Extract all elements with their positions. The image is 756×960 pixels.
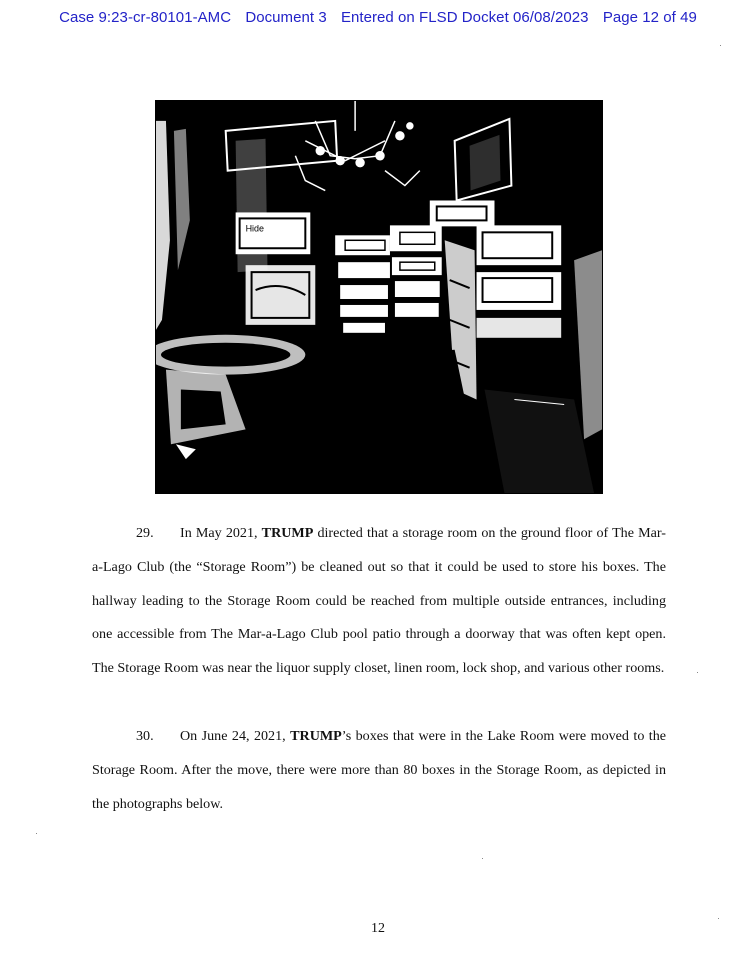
storage-room-photo <box>155 100 603 494</box>
paragraph-text: In May 2021, <box>180 525 262 541</box>
paragraph-30 <box>92 720 666 821</box>
scan-speck <box>482 858 483 859</box>
paragraph-text: On June 24, 2021, <box>180 728 291 744</box>
box-label: Hide <box>245 223 264 234</box>
center-box-stack-2 <box>390 225 442 317</box>
header-case-number: Case 9:23-cr-80101-AMC <box>59 9 232 26</box>
paragraph-text: ’s boxes that were in the Lake Room were moved to the Storage Room. After the move, there were more than 80 boxes in the Storage Room, as depicted in the photographs below. <box>92 728 667 812</box>
header-entered-date: Entered on FLSD Docket 06/08/2023 <box>340 9 589 26</box>
docket-header <box>0 9 756 26</box>
paragraph-text: directed that a storage room on the ground floor of The Mar-a-Lago Club (the “Storage Room”) be cleaned out so that it could be used to store his boxes. The hallway leading to the Storage Room could be reached from multiple outside entrances, including one accessible from The Mar-a-Lago Club pool patio through a doorway that was often kept open. The Storage Room was near the liquor supply closet, linen room, lock shop, and various other rooms. <box>92 525 666 677</box>
paragraph-number: 29. <box>136 525 154 541</box>
paragraph-bold-name: TRUMP <box>261 525 314 541</box>
storage-room-photo-drawing <box>156 101 602 493</box>
paragraph-bold-name: TRUMP <box>290 728 342 744</box>
scan-speck <box>697 672 698 673</box>
paragraph-number: 30. <box>136 728 154 744</box>
scan-speck <box>720 45 721 46</box>
paragraph-29 <box>92 517 666 686</box>
header-document-number: Document 3 <box>245 9 327 26</box>
scan-speck <box>36 833 37 834</box>
page-number: 12 <box>371 921 385 936</box>
scan-speck <box>718 918 719 919</box>
header-page-count: Page 12 of 49 <box>602 9 697 26</box>
